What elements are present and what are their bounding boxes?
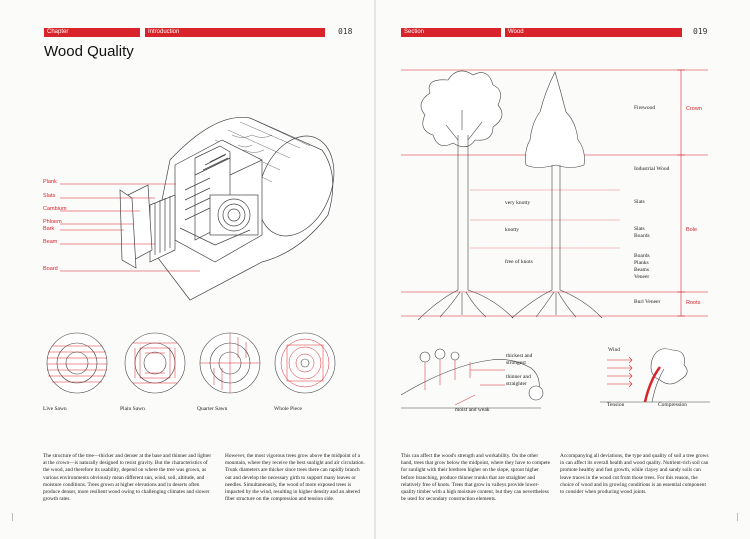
compression-label: Compression xyxy=(658,402,688,408)
thinner-label-2: straighter xyxy=(506,381,527,387)
plain-sawn-caption: Plain Sawn xyxy=(120,406,145,412)
crop-mark xyxy=(12,513,13,521)
deciduous-tree xyxy=(418,71,513,320)
board-label: Board xyxy=(43,266,58,272)
phloem-label: Phloem xyxy=(43,219,62,225)
planks-use-label: Planks xyxy=(634,260,649,266)
slats-use-label: Slats xyxy=(634,199,645,205)
veneer-use-label: Veneer xyxy=(634,274,650,280)
burl-veneer-label: Burl Veneer xyxy=(634,299,661,305)
crown-zone-label: Crown xyxy=(686,106,702,112)
tension-label: Tension xyxy=(607,402,625,408)
section-label: Section xyxy=(404,29,425,35)
wind-diagram xyxy=(607,357,632,387)
crop-mark xyxy=(737,513,738,521)
left-text-column-1: The structure of the tree—thicker and denser at the base and thinner and lighter at the crown—is naturally designed to resist gravity. But the characteristics of the wood, and therefore its usability, depend on where the tree was grown, as various environments obviously mean different sun, wind, soil, altitude, and moisture conditions. Trees grown at higher elevations and in deserts often produce denser, more resilient wood owing to challenging climates and slower growth rates. xyxy=(43,453,212,503)
right-text-column-2: Accompanying all deviations, the type and quality of soil a tree grows in can affect its overall health and wood quality. Nutrient-rich soil can promote healthy and fast growth, while clayey and sandy soils can leave traces in the wood cut from those trees. For this reason, the choice of wood and its growing conditions is an essential component to consider when producing wood joints. xyxy=(560,453,709,496)
live-sawn-caption: Live Sawn xyxy=(43,406,67,412)
beams-use-label: Beams xyxy=(634,267,649,273)
thickest-label-1: thickest and xyxy=(506,353,533,359)
boards-use-label: Boards xyxy=(634,233,650,239)
wood-label: Wood xyxy=(508,29,524,35)
bole-zone-label: Bole xyxy=(686,227,698,233)
firewood-label: Firewood xyxy=(634,105,656,111)
page-number-right: 019 xyxy=(693,27,708,36)
moist-weak-label: moist and weak xyxy=(455,407,490,413)
industrial-wood-label: Industrial Wood xyxy=(634,166,670,172)
zone-bracket xyxy=(677,70,685,316)
very-knotty-label: very knotty xyxy=(505,200,531,206)
free-of-knots-label: free of knots xyxy=(505,259,533,265)
roots-zone-label: Roots xyxy=(686,300,701,306)
bark-label: Bark xyxy=(43,226,55,232)
page-number-left: 018 xyxy=(338,27,353,36)
quarter-sawn-caption: Quarter Sawn xyxy=(197,406,228,412)
introduction-label: Introduction xyxy=(148,29,180,35)
thinner-label-1: thinner and xyxy=(506,374,531,380)
conifer-tree xyxy=(512,72,602,318)
slats-label: Slats xyxy=(43,193,56,199)
beam-label: Beam xyxy=(43,239,58,245)
thickest-label-2: strongest xyxy=(506,360,526,366)
plank-label: Plank xyxy=(43,179,57,185)
chapter-label: Chapter xyxy=(47,29,69,35)
knotty-label: knotty xyxy=(505,227,520,233)
whole-piece-caption: Whole Piece xyxy=(274,406,302,412)
cambium-label: Cambium xyxy=(43,206,67,212)
right-text-column-1: This can affect the wood's strength and workability. On the other hand, trees that grow below the midpoint, where they have to compete for sunlight with their brethren higher on the slope, sprout higher before branching, produce thinner trunks that are straighter and relatively free of knots. Trees that grow in valleys provide lower-quality timber with a high moisture content, but they can nevertheless be used for secondary construction elements. xyxy=(401,453,551,503)
page-title: Wood Quality xyxy=(44,43,134,60)
leaning-tree xyxy=(600,349,710,402)
boards2-use-label: Boards xyxy=(634,253,650,259)
wind-label: Wind xyxy=(608,347,620,353)
use-lines xyxy=(470,190,620,248)
slats2-use-label: Slats xyxy=(634,226,645,232)
left-text-column-2: However, the most vigorous trees grow above the midpoint of a mountain, where they receive the best sunlight and air circulation. Trunk diameters are thicker since trees there can rapidly branch out and develop the necessary girth to support many leaves or needles. Simultaneously, the wood of more exposed trees is impacted by the wind, resulting in higher density and an altered fiber structure on the compression and tension side. xyxy=(225,453,365,503)
